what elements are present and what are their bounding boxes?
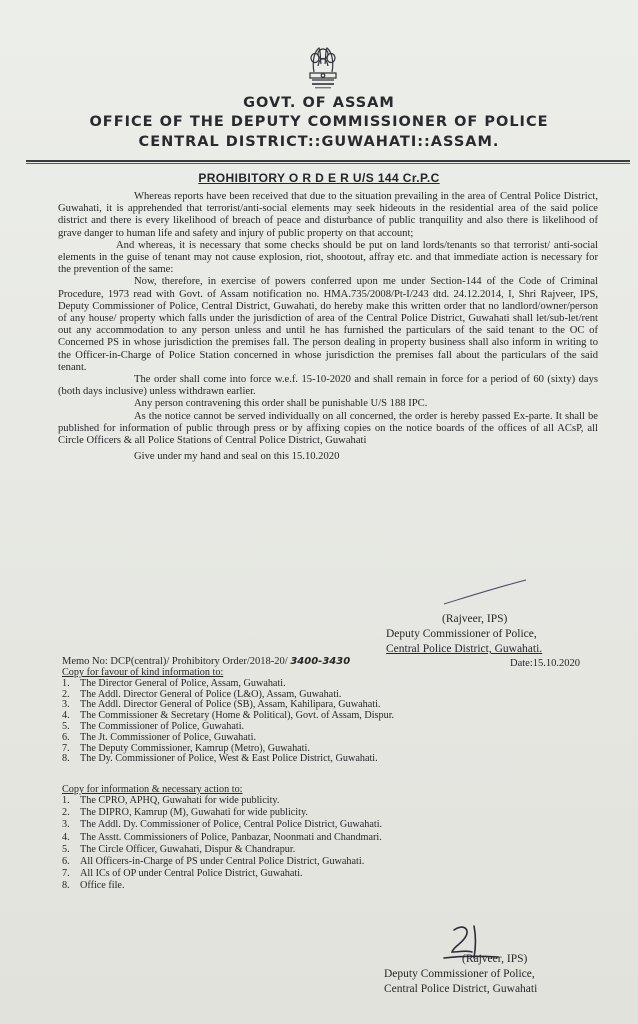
signatory-name: (Rajveer, IPS) (462, 953, 528, 965)
list-item: 5. The Circle Officer, Guwahati, Dispur & Chandrapur. (62, 843, 296, 855)
order-title: PROHIBITORY O R D E R U/S 144 Cr.P.C (198, 171, 440, 185)
signatory-name: (Rajveer, IPS) (442, 613, 508, 625)
paragraph-effective-period: The order shall come into force w.e.f. 15-10-2020 and shall remain in force for a period of 60 (sixty) days (both days inclusive) unless withdrawn earlier. (58, 374, 598, 398)
header-office: OFFICE OF THE DEPUTY COMMISSIONER OF POLICE (89, 114, 549, 130)
order-body (58, 191, 598, 463)
list-item: 7. All ICs of OP under Central Police District, Guwahati. (62, 868, 303, 880)
list-item: 8. The Dy. Commissioner of Police, West & East Police District, Guwahati. (62, 753, 378, 765)
header-govt: GOVT. OF ASSAM (243, 95, 395, 111)
paragraph-now-therefore: Now, therefore, in exercise of powers conferred upon me under Section-144 of the Code of Criminal Procedure, 1973 read with Govt. of Assam notification no. HMA.735/2008/Pt-I/243 dtd. 24.12.2014, I, Shri Rajveer, IPS, Deputy Commissioner of Police, Central District, Guwahati, do hereby make this written order that no landlord/owner/person of any house/ property which falls under the jurisdiction of area of the Central Police District, Guwahati shall let/sub-let/rent out any accommodation to any person unless and until he has furnished the particulars of the said tenant to the OC of Concerned PS in whose jurisdiction the premises fall. The person dealing in property business shall also inform in writing to the Officer-in-Charge of Police Station concerned in whose jurisdiction the premises fall about the particulars of the said tenant. (58, 276, 598, 373)
copy-action-caption: Copy for information & necessary action to: (62, 784, 243, 795)
paragraph-and-whereas: And whereas, it is necessary that some checks should be put on land lords/tenants so that terrorist/ anti-social elements in the guise of tenant may not cause explosion, riot, shootout, affray etc. and that immediate action is necessary for the prevention of the same: (58, 239, 598, 276)
list-item: 6. All Officers-in-Charge of PS under Central Police District, Guwahati. (62, 856, 365, 868)
copy-information-list (62, 668, 522, 765)
list-item: 8. Office file. (62, 880, 125, 892)
header-district: CENTRAL DISTRICT::GUWAHATI::ASSAM. (138, 134, 500, 150)
paragraph-whereas: Whereas reports have been received that due to the situation prevailing in the area of Central Police District, Guwahati, it is apprehended that terrorist/anti-social elements may seek hideouts in the residential area of the said police district and there is every likelihood of breach of peace and disturbance of public tranquility and also there is likelihood of grave danger to human life and safety and injury of public property on that account; (58, 191, 598, 239)
list-item: 4. The Commissioner & Secretary (Home & Political), Govt. of Assam, Dispur. (62, 710, 395, 722)
copy-action-list (62, 784, 522, 893)
memo-number (62, 656, 350, 667)
signatory-district: Central Police District, Guwahati (384, 983, 538, 995)
signatory-designation: Deputy Commissioner of Police, (386, 628, 537, 640)
paragraph-given-under-hand: Give under my hand and seal on this 15.10.2020 (134, 451, 340, 463)
copy-information-caption: Copy for favour of kind information to: (62, 667, 224, 678)
signature-scrawl-1 (440, 578, 530, 608)
list-item: 6. The Jt. Commissioner of Police, Guwahati. (62, 731, 256, 743)
memo-date: Date:15.10.2020 (510, 658, 580, 669)
list-item: 1. The Director General of Police, Assam, Guwahati. (62, 677, 286, 689)
memo-handwritten-number: 3400-3430 (290, 656, 351, 667)
signatory-district: Central Police District, Guwahati. (386, 643, 543, 655)
list-item: 3. The Addl. Dy. Commissioner of Police, Central Police District, Guwahati. (62, 819, 383, 831)
list-item: 4. The Asstt. Commissioners of Police, Panbazar, Noonmati and Chandmari. (62, 831, 382, 843)
paragraph-ex-parte: As the notice cannot be served individually on all concerned, the order is hereby passed Ex-parte. It shall be published for information of public through press or by affixing copies on the notice boards of the offices of all ACsP, all Circle Officers & all Police Stations of Central Police District, Guwahati (58, 410, 598, 447)
list-item: 3. The Addl. Director General of Police (SB), Assam, Kahilipara, Guwahati. (62, 699, 381, 711)
header-divider (26, 160, 630, 162)
list-item: 7. The Deputy Commissioner, Kamrup (Metro), Guwahati. (62, 742, 310, 754)
header-divider-thin (26, 163, 630, 164)
list-item: 5. The Commissioner of Police, Guwahati. (62, 720, 245, 732)
national-emblem-icon (300, 42, 346, 94)
memo-text: Memo No: DCP(central)/ Prohibitory Order/2018-20/ (62, 656, 288, 667)
list-item: 1. The CPRO, APHQ, Guwahati for wide publicity. (62, 795, 280, 806)
list-item: 2. The DIPRO, Kamrup (M), Guwahati for wide publicity. (62, 807, 308, 819)
signature-block-1 (386, 612, 626, 657)
signature-block-2 (384, 952, 624, 997)
list-item: 2. The Addl. Director General of Police (L&O), Assam, Guwahati. (62, 688, 342, 700)
paragraph-penalty: Any person contravening this order shall be punishable U/S 188 IPC. (134, 398, 428, 410)
signatory-designation: Deputy Commissioner of Police, (384, 968, 535, 980)
